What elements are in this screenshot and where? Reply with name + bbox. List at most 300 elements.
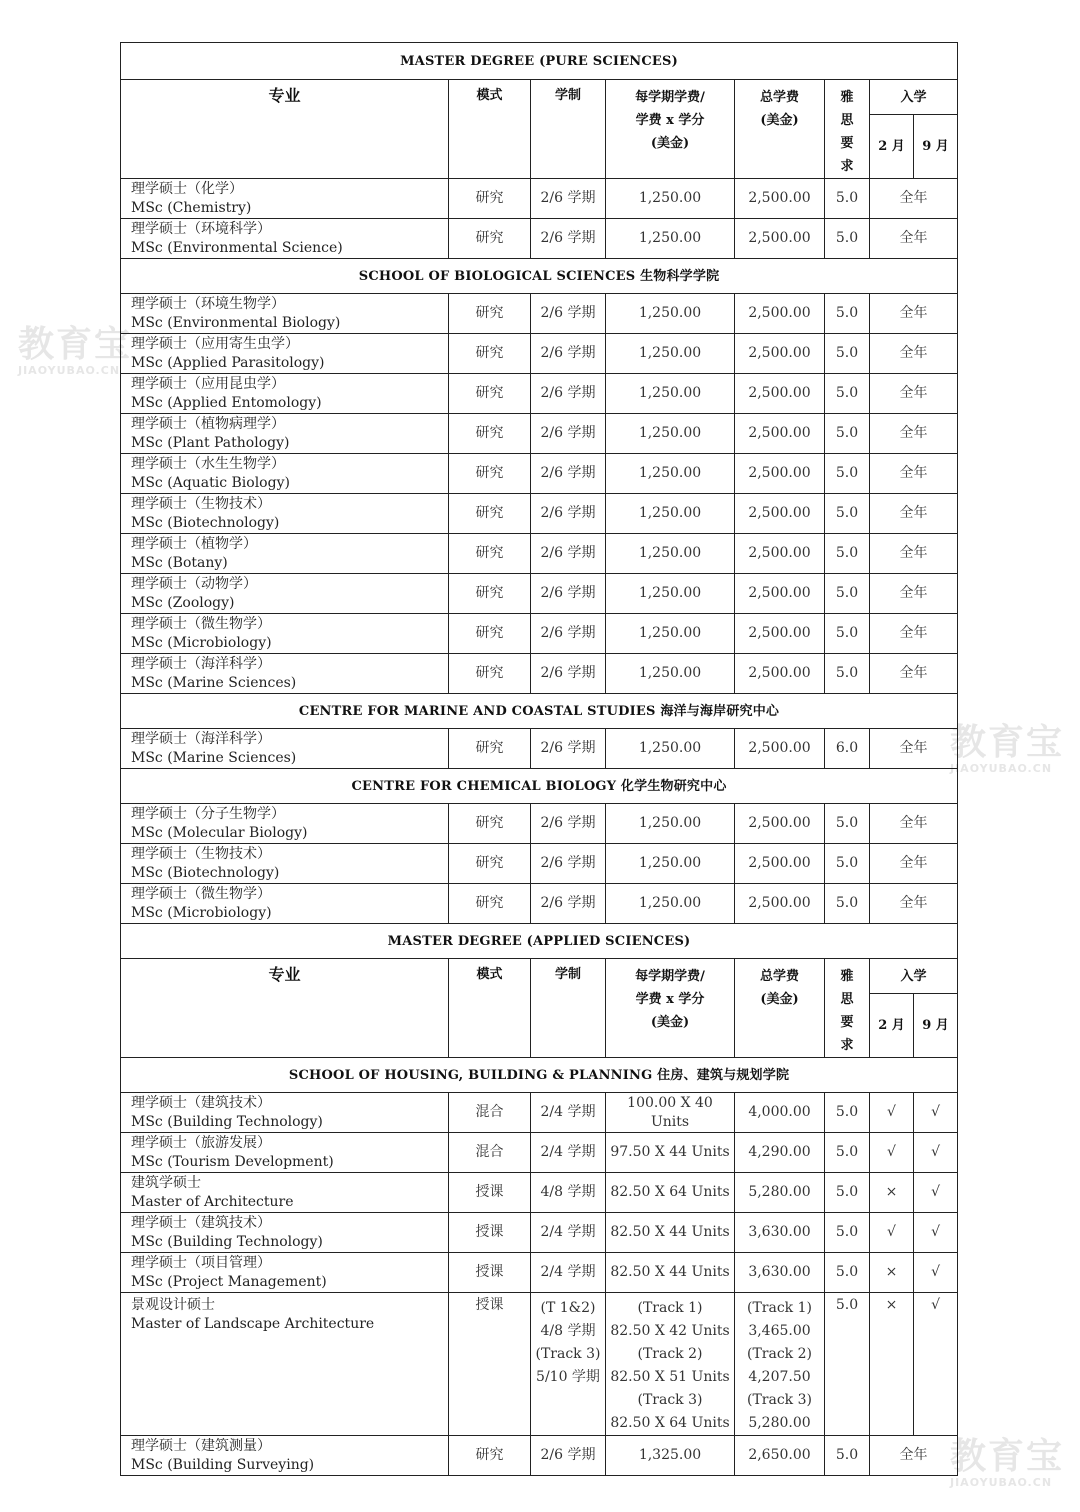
program-name-zh: 理学硕士（旅游发展）	[131, 1134, 271, 1151]
mode-cell: 研究	[449, 1436, 531, 1476]
header-fee-line: 每学期学费/	[635, 969, 705, 984]
total-line: (Track 3)	[747, 1392, 812, 1408]
fee-cell: 1,250.00	[606, 729, 735, 769]
total-cell: 3,630.00	[735, 1253, 825, 1293]
program-name-zh: 理学硕士（环境生物学）	[131, 295, 285, 312]
program-row	[121, 454, 958, 494]
fee-cell: 82.50 X 44 Units	[606, 1213, 735, 1253]
header-ielts-char: 要	[840, 1015, 854, 1030]
duration-line: 5/10 学期	[536, 1369, 600, 1385]
school-heading: SCHOOL OF HOUSING, BUILDING & PLANNING 住房、建筑与规划学院	[121, 1058, 958, 1093]
duration-cell: 4/8 学期	[531, 1173, 606, 1213]
fee-cell: 1,325.00	[606, 1436, 735, 1476]
watermark-title: 教育宝	[950, 1436, 1065, 1477]
total-cell: 4,000.00	[735, 1093, 825, 1133]
program-name-en: MSc (Botany)	[131, 554, 228, 571]
sep-intake-cell: √	[914, 1093, 958, 1133]
duration-cell: 2/6 学期	[531, 494, 606, 534]
program-name-zh: 理学硕士（植物学）	[131, 535, 257, 552]
school-heading: SCHOOL OF BIOLOGICAL SCIENCES 生物科学学院	[121, 259, 958, 294]
degree-heading-row	[121, 43, 958, 80]
header-fee	[606, 80, 735, 179]
program-row	[121, 334, 958, 374]
intake-cell: 全年	[870, 414, 958, 454]
fee-cell: 97.50 X 44 Units	[606, 1133, 735, 1173]
fee-cell: 100.00 X 40 Units	[606, 1093, 735, 1133]
program-name-zh: 建筑学硕士	[131, 1174, 201, 1191]
program-row	[121, 179, 958, 219]
duration-line: (T 1&2)	[540, 1300, 596, 1316]
total-cell: 4,290.00	[735, 1133, 825, 1173]
intake-cell: 全年	[870, 219, 958, 259]
program-row	[121, 844, 958, 884]
program-row	[121, 1133, 958, 1173]
ielts-cell: 5.0	[825, 574, 870, 614]
mode-cell: 授课	[449, 1253, 531, 1293]
fee-cell: 1,250.00	[606, 334, 735, 374]
program-name-zh: 理学硕士（海洋科学）	[131, 730, 271, 747]
fee-cell: 1,250.00	[606, 414, 735, 454]
ielts-cell: 5.0	[825, 179, 870, 219]
fee-line: (Track 2)	[637, 1346, 703, 1362]
program-name	[121, 1253, 449, 1293]
intake-cell: 全年	[870, 334, 958, 374]
program-name-en: MSc (Applied Parasitology)	[131, 354, 325, 371]
total-cell: 2,500.00	[735, 179, 825, 219]
intake-cell: 全年	[870, 614, 958, 654]
intake-cell: 全年	[870, 374, 958, 414]
duration-cell: 2/4 学期	[531, 1093, 606, 1133]
fee-cell: 1,250.00	[606, 454, 735, 494]
total-line: (Track 1)	[747, 1300, 812, 1316]
school-heading-row	[121, 769, 958, 804]
program-name	[121, 1436, 449, 1476]
program-name-zh: 理学硕士（微生物学）	[131, 615, 271, 632]
program-name-en: MSc (Biotechnology)	[131, 514, 280, 531]
program-row	[121, 574, 958, 614]
fee-table-sheet	[120, 42, 957, 1476]
header-program: 专业	[121, 80, 449, 179]
duration-cell: 2/6 学期	[531, 334, 606, 374]
total-cell: 2,500.00	[735, 844, 825, 884]
total-cell: 2,650.00	[735, 1436, 825, 1476]
mode-cell: 混合	[449, 1133, 531, 1173]
ielts-cell: 5.0	[825, 494, 870, 534]
header-fee-line: 每学期学费/	[635, 90, 705, 105]
ielts-cell: 5.0	[825, 454, 870, 494]
mode-cell: 研究	[449, 294, 531, 334]
ielts-cell: 5.0	[825, 844, 870, 884]
program-row	[121, 614, 958, 654]
duration-cell: 2/6 学期	[531, 179, 606, 219]
program-row	[121, 1253, 958, 1293]
duration-cell: 2/6 学期	[531, 729, 606, 769]
total-cell: 2,500.00	[735, 804, 825, 844]
sep-intake-cell: √	[914, 1133, 958, 1173]
header-ielts	[825, 959, 870, 1058]
program-name	[121, 1293, 449, 1436]
mode-cell: 研究	[449, 374, 531, 414]
total-line: 5,280.00	[748, 1415, 811, 1431]
duration-cell: 2/4 学期	[531, 1133, 606, 1173]
mode-cell: 研究	[449, 844, 531, 884]
program-name-en: MSc (Chemistry)	[131, 199, 252, 216]
header-ielts-char: 思	[840, 113, 854, 128]
duration-cell	[531, 1293, 606, 1436]
program-name	[121, 219, 449, 259]
program-row	[121, 1293, 958, 1436]
program-name	[121, 374, 449, 414]
program-name-zh: 理学硕士（建筑测量）	[131, 1437, 271, 1454]
header-ielts-char: 雅	[840, 90, 854, 105]
intake-cell: 全年	[870, 534, 958, 574]
ielts-cell: 5.0	[825, 534, 870, 574]
program-name-zh: 理学硕士（应用寄生虫学）	[131, 335, 299, 352]
duration-cell: 2/6 学期	[531, 614, 606, 654]
watermark-url: JIAOYUBAO.CN	[18, 364, 121, 377]
fee-cell: 1,250.00	[606, 294, 735, 334]
duration-cell: 2/6 学期	[531, 534, 606, 574]
fee-cell: 1,250.00	[606, 844, 735, 884]
header-total-line: (美金)	[760, 113, 799, 128]
program-name-en: MSc (Building Technology)	[131, 1233, 323, 1250]
program-name-en: MSc (Building Technology)	[131, 1113, 323, 1130]
total-cell: 3,630.00	[735, 1213, 825, 1253]
ielts-cell: 5.0	[825, 294, 870, 334]
degree-heading-row	[121, 924, 958, 959]
total-cell: 2,500.00	[735, 654, 825, 694]
fee-cell: 82.50 X 64 Units	[606, 1173, 735, 1213]
column-header-row	[121, 959, 958, 994]
feb-intake-cell: √	[870, 1213, 914, 1253]
program-name-zh: 理学硕士（水生生物学）	[131, 455, 285, 472]
header-total	[735, 80, 825, 179]
ielts-cell: 5.0	[825, 614, 870, 654]
total-cell: 2,500.00	[735, 574, 825, 614]
total-line: 3,465.00	[748, 1323, 811, 1339]
program-row	[121, 729, 958, 769]
ielts-cell: 5.0	[825, 334, 870, 374]
total-line: (Track 2)	[747, 1346, 812, 1362]
program-name-en: MSc (Aquatic Biology)	[131, 474, 290, 491]
program-name	[121, 334, 449, 374]
program-name-en: MSc (Marine Sciences)	[131, 674, 297, 691]
header-total-line: 总学费	[759, 90, 799, 105]
total-cell: 2,500.00	[735, 414, 825, 454]
header-total-line: 总学费	[759, 969, 799, 984]
total-cell: 5,280.00	[735, 1173, 825, 1213]
program-row	[121, 374, 958, 414]
program-name-en: MSc (Plant Pathology)	[131, 434, 290, 451]
duration-cell: 2/6 学期	[531, 1436, 606, 1476]
program-name-zh: 理学硕士（化学）	[131, 180, 243, 197]
fee-cell: 1,250.00	[606, 654, 735, 694]
watermark-right	[950, 724, 1064, 775]
program-name-en: MSc (Marine Sciences)	[131, 749, 297, 766]
duration-cell: 2/6 学期	[531, 454, 606, 494]
ielts-cell: 5.0	[825, 1213, 870, 1253]
intake-cell: 全年	[870, 804, 958, 844]
total-cell: 2,500.00	[735, 374, 825, 414]
degree-heading: MASTER DEGREE (APPLIED SCIENCES)	[121, 924, 958, 959]
mode-cell: 研究	[449, 534, 531, 574]
header-mode: 模式	[449, 959, 531, 1058]
fee-cell: 1,250.00	[606, 494, 735, 534]
fee-line: 82.50 X 51 Units	[610, 1369, 730, 1385]
header-duration: 学制	[531, 959, 606, 1058]
program-name	[121, 454, 449, 494]
program-row	[121, 494, 958, 534]
program-name	[121, 804, 449, 844]
school-heading: CENTRE FOR CHEMICAL BIOLOGY 化学生物研究中心	[121, 769, 958, 804]
duration-cell: 2/6 学期	[531, 414, 606, 454]
mode-cell: 研究	[449, 179, 531, 219]
program-name-zh: 理学硕士（动物学）	[131, 575, 257, 592]
duration-cell: 2/6 学期	[531, 294, 606, 334]
fee-cell: 82.50 X 44 Units	[606, 1253, 735, 1293]
header-ielts-char: 求	[840, 1038, 854, 1053]
program-name	[121, 534, 449, 574]
mode-cell: 研究	[449, 494, 531, 534]
ielts-cell: 5.0	[825, 1093, 870, 1133]
header-mode: 模式	[449, 80, 531, 179]
mode-cell: 研究	[449, 574, 531, 614]
feb-intake-cell: ×	[870, 1253, 914, 1293]
degree-heading: MASTER DEGREE (PURE SCIENCES)	[121, 43, 958, 80]
program-name-en: MSc (Tourism Development)	[131, 1153, 334, 1170]
school-heading-row	[121, 694, 958, 729]
school-heading: CENTRE FOR MARINE AND COASTAL STUDIES 海洋与海岸研究中心	[121, 694, 958, 729]
header-program: 专业	[121, 959, 449, 1058]
program-name-zh: 理学硕士（海洋科学）	[131, 655, 271, 672]
program-name-zh: 理学硕士（建筑技术）	[131, 1094, 271, 1111]
program-name	[121, 654, 449, 694]
intake-cell: 全年	[870, 884, 958, 924]
total-cell: 2,500.00	[735, 494, 825, 534]
program-row	[121, 884, 958, 924]
duration-line: (Track 3)	[535, 1346, 601, 1362]
watermark-url: JIAOYUBAO.CN	[950, 1476, 1053, 1489]
header-fee-line: (美金)	[650, 136, 690, 151]
fee-cell: 1,250.00	[606, 614, 735, 654]
header-feb: 2 月	[870, 115, 914, 179]
ielts-cell: 6.0	[825, 729, 870, 769]
program-name	[121, 1133, 449, 1173]
duration-cell: 2/6 学期	[531, 574, 606, 614]
program-name-zh: 理学硕士（生物技术）	[131, 845, 271, 862]
mode-cell: 授课	[449, 1173, 531, 1213]
program-row	[121, 1093, 958, 1133]
column-header-row	[121, 80, 958, 115]
fee-line: 82.50 X 42 Units	[610, 1323, 730, 1339]
program-row	[121, 294, 958, 334]
header-fee-line: 学费 x 学分	[635, 113, 705, 128]
header-feb: 2 月	[870, 994, 914, 1058]
program-name-en: MSc (Biotechnology)	[131, 864, 280, 881]
feb-intake-cell: ×	[870, 1293, 914, 1436]
header-ielts	[825, 80, 870, 179]
sep-intake-cell: √	[914, 1213, 958, 1253]
watermark-url: JIAOYUBAO.CN	[950, 762, 1053, 775]
ielts-cell: 5.0	[825, 1436, 870, 1476]
intake-cell: 全年	[870, 654, 958, 694]
sep-intake-cell: √	[914, 1293, 958, 1436]
mode-cell: 研究	[449, 654, 531, 694]
sep-intake-cell: √	[914, 1173, 958, 1213]
total-cell	[735, 1293, 825, 1436]
program-row	[121, 654, 958, 694]
program-name	[121, 614, 449, 654]
header-fee-line: (美金)	[650, 1015, 690, 1030]
program-row	[121, 534, 958, 574]
total-cell: 2,500.00	[735, 294, 825, 334]
ielts-cell: 5.0	[825, 219, 870, 259]
duration-cell: 2/6 学期	[531, 374, 606, 414]
total-line: 4,207.50	[748, 1369, 811, 1385]
school-heading-row	[121, 259, 958, 294]
program-name-zh: 理学硕士（应用昆虫学）	[131, 375, 285, 392]
ielts-cell: 5.0	[825, 1133, 870, 1173]
intake-cell: 全年	[870, 494, 958, 534]
program-name-en: MSc (Molecular Biology)	[131, 824, 308, 841]
duration-cell: 2/6 学期	[531, 219, 606, 259]
header-ielts-char: 雅	[840, 969, 854, 984]
program-name	[121, 884, 449, 924]
watermark-title: 教育宝	[18, 324, 133, 365]
program-name-en: MSc (Zoology)	[131, 594, 235, 611]
watermark-title: 教育宝	[950, 722, 1065, 763]
header-fee	[606, 959, 735, 1058]
total-cell: 2,500.00	[735, 534, 825, 574]
program-name-zh: 理学硕士（分子生物学）	[131, 805, 285, 822]
program-name-zh: 理学硕士（建筑技术）	[131, 1214, 271, 1231]
program-row	[121, 1173, 958, 1213]
total-cell: 2,500.00	[735, 884, 825, 924]
mode-cell: 研究	[449, 334, 531, 374]
intake-cell: 全年	[870, 454, 958, 494]
fee-cell: 1,250.00	[606, 219, 735, 259]
mode-cell: 授课	[449, 1213, 531, 1253]
ielts-cell: 5.0	[825, 374, 870, 414]
program-name-en: MSc (Applied Entomology)	[131, 394, 322, 411]
mode-cell: 授课	[449, 1293, 531, 1436]
fee-cell: 1,250.00	[606, 574, 735, 614]
header-sep: 9 月	[914, 994, 958, 1058]
ielts-cell: 5.0	[825, 804, 870, 844]
header-intake: 入学	[870, 80, 958, 115]
duration-cell: 2/6 学期	[531, 654, 606, 694]
watermark-left	[18, 326, 132, 377]
total-cell: 2,500.00	[735, 729, 825, 769]
mode-cell: 研究	[449, 454, 531, 494]
program-name	[121, 1213, 449, 1253]
program-name-zh: 理学硕士（项目管理）	[131, 1254, 271, 1271]
program-name-zh: 理学硕士（植物病理学）	[131, 415, 285, 432]
mode-cell: 混合	[449, 1093, 531, 1133]
fee-cell: 1,250.00	[606, 534, 735, 574]
school-heading-row	[121, 1058, 958, 1093]
total-cell: 2,500.00	[735, 219, 825, 259]
program-name-en: MSc (Building Surveying)	[131, 1456, 315, 1473]
fee-line: (Track 1)	[637, 1300, 703, 1316]
fee-cell: 1,250.00	[606, 884, 735, 924]
program-row	[121, 1436, 958, 1476]
ielts-cell: 5.0	[825, 884, 870, 924]
header-duration: 学制	[531, 80, 606, 179]
fee-line: (Track 3)	[637, 1392, 703, 1408]
mode-cell: 研究	[449, 219, 531, 259]
duration-cell: 2/6 学期	[531, 884, 606, 924]
total-cell: 2,500.00	[735, 454, 825, 494]
program-name	[121, 179, 449, 219]
total-cell: 2,500.00	[735, 614, 825, 654]
intake-cell: 全年	[870, 844, 958, 884]
program-name-en: MSc (Microbiology)	[131, 904, 272, 921]
mode-cell: 研究	[449, 729, 531, 769]
header-ielts-char: 求	[840, 159, 854, 174]
sep-intake-cell: √	[914, 1253, 958, 1293]
duration-cell: 2/4 学期	[531, 1213, 606, 1253]
header-fee-line: 学费 x 学分	[635, 992, 705, 1007]
header-ielts-char: 思	[840, 992, 854, 1007]
program-name	[121, 1173, 449, 1213]
program-name-en: MSc (Microbiology)	[131, 634, 272, 651]
watermark-bottom-right	[950, 1438, 1064, 1489]
fee-cell: 1,250.00	[606, 374, 735, 414]
duration-line: 4/8 学期	[540, 1323, 596, 1339]
fee-cell: 1,250.00	[606, 179, 735, 219]
intake-cell: 全年	[870, 179, 958, 219]
program-name-en: MSc (Environmental Biology)	[131, 314, 341, 331]
duration-cell: 2/6 学期	[531, 804, 606, 844]
total-cell: 2,500.00	[735, 334, 825, 374]
mode-cell: 研究	[449, 414, 531, 454]
ielts-cell: 5.0	[825, 1253, 870, 1293]
program-name-en: Master of Architecture	[131, 1193, 294, 1210]
program-name	[121, 844, 449, 884]
fee-table	[120, 42, 958, 1476]
program-name-en: MSc (Environmental Science)	[131, 239, 343, 256]
program-name-zh: 理学硕士（生物技术）	[131, 495, 271, 512]
fee-cell	[606, 1293, 735, 1436]
intake-cell: 全年	[870, 294, 958, 334]
program-row	[121, 414, 958, 454]
header-total-line: (美金)	[760, 992, 799, 1007]
mode-cell: 研究	[449, 884, 531, 924]
program-name-en: Master of Landscape Architecture	[131, 1316, 375, 1332]
program-name	[121, 414, 449, 454]
program-name	[121, 574, 449, 614]
program-row	[121, 1213, 958, 1253]
ielts-cell: 5.0	[825, 1293, 870, 1436]
program-row	[121, 219, 958, 259]
program-name	[121, 294, 449, 334]
feb-intake-cell: √	[870, 1133, 914, 1173]
program-name	[121, 494, 449, 534]
feb-intake-cell: ×	[870, 1173, 914, 1213]
header-total	[735, 959, 825, 1058]
program-name-zh: 理学硕士（环境科学）	[131, 220, 271, 237]
intake-cell: 全年	[870, 729, 958, 769]
intake-cell: 全年	[870, 1436, 958, 1476]
header-ielts-char: 要	[840, 136, 854, 151]
ielts-cell: 5.0	[825, 654, 870, 694]
program-name-en: MSc (Project Management)	[131, 1273, 327, 1290]
ielts-cell: 5.0	[825, 1173, 870, 1213]
duration-cell: 2/4 学期	[531, 1253, 606, 1293]
mode-cell: 研究	[449, 614, 531, 654]
program-name	[121, 729, 449, 769]
